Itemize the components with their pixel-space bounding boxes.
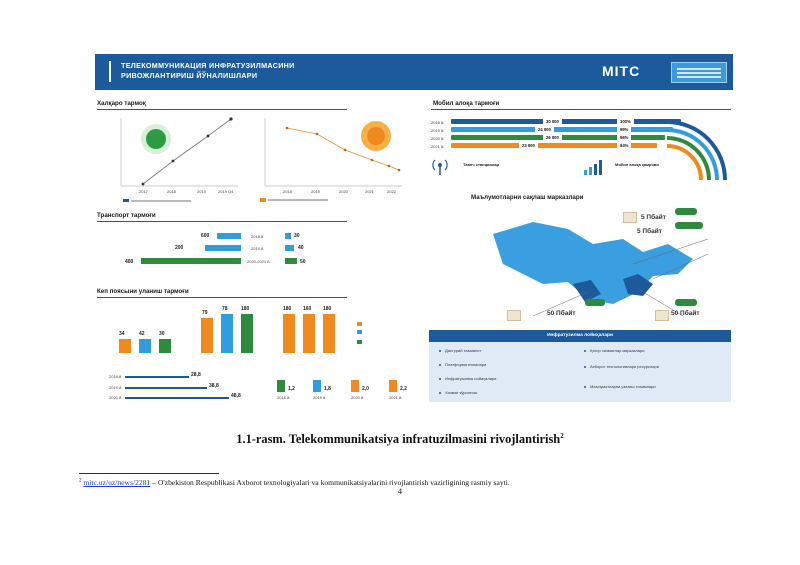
chart1-tick: 2019 xyxy=(197,189,206,194)
datacenter-tag xyxy=(585,299,605,306)
legend-swatch xyxy=(357,322,362,326)
section-transport-title: Транспорт тармоғи xyxy=(97,212,156,219)
section-infrastructure-title: Инфратузилма лойиҳалари xyxy=(429,330,731,342)
server-box-icon xyxy=(623,212,637,223)
progress-year: 2019 й. xyxy=(109,385,123,390)
device-icon xyxy=(351,380,359,392)
chart2-tick: 2022 xyxy=(387,189,396,194)
page-number: 4 xyxy=(398,487,402,496)
mitc-logo: MITC xyxy=(602,63,641,79)
mobile-percent: 100% xyxy=(617,119,634,124)
mobile-percent: 94% xyxy=(617,143,631,148)
banner xyxy=(95,54,733,90)
transport-value: 600 xyxy=(201,233,210,239)
transport-bar xyxy=(205,245,241,251)
progress-bar xyxy=(125,376,189,378)
lastmile-bar xyxy=(241,314,253,353)
caption-footnote-ref: 2 xyxy=(560,432,564,440)
banner-accent xyxy=(109,61,111,82)
mobile-year: 2021 й. xyxy=(431,144,445,149)
lastmile-value: 180 xyxy=(323,306,332,312)
datacenter-tag xyxy=(675,208,697,215)
datacenter-capacity: 50 Пбайт xyxy=(671,310,700,317)
transport-value: 50 xyxy=(300,259,306,265)
device-icon xyxy=(313,380,321,392)
logo-emblem-icon xyxy=(671,62,727,83)
chart2-tick: 2019 xyxy=(311,189,320,194)
device-year: 2020 й. xyxy=(351,395,365,400)
mobile-percent: 99% xyxy=(617,127,631,132)
server-box-icon xyxy=(655,310,669,321)
footnote-rule xyxy=(79,473,219,474)
device-year: 2018 й. xyxy=(277,395,291,400)
datacenter-capacity: 5 Пбайт xyxy=(637,228,662,235)
caption-text: 1.1-rasm. Telekommunikatsiya infratuzilmasini rivojlantirish xyxy=(236,432,561,447)
legend-swatch xyxy=(357,340,362,344)
datacenter-tag xyxy=(675,222,703,229)
device-value: 1,2 xyxy=(288,386,295,392)
chart2-tick: 2018 xyxy=(283,189,292,194)
transport-value: 40 xyxy=(298,245,304,251)
lastmile-bar xyxy=(201,318,213,353)
infra-item: Ахборот технологиялари ресурслари xyxy=(584,364,659,369)
infra-item: Қатор хизматлар марказлари xyxy=(584,348,644,353)
progress-value: 48,8 xyxy=(231,393,241,399)
chart2-tick: 2021 xyxy=(365,189,374,194)
lastmile-value: 180 xyxy=(283,306,292,312)
transport-year: 2018 й. xyxy=(251,234,265,239)
transport-bar xyxy=(285,233,291,239)
progress-year: 2020 й. xyxy=(109,395,123,400)
lastmile-bar xyxy=(221,314,233,353)
device-value: 2,2 xyxy=(400,386,407,392)
lastmile-bar xyxy=(323,314,335,353)
transport-year: 2020-2021 й. xyxy=(247,259,271,264)
datacenter-capacity: 5 Пбайт xyxy=(641,214,666,221)
datacenter-tag xyxy=(675,299,697,306)
lastmile-bar xyxy=(303,314,315,353)
device-value: 2,0 xyxy=(362,386,369,392)
coverage-arcs xyxy=(665,118,731,184)
mobile-bar xyxy=(451,119,681,124)
infrastructure-panel xyxy=(429,342,731,402)
infra-item: Инфратузилма лойиҳалари xyxy=(439,376,496,381)
lastmile-value: 79 xyxy=(202,310,208,316)
chart1-tick: 2017 xyxy=(139,189,148,194)
lastmile-bar xyxy=(159,339,171,353)
transport-bar xyxy=(141,258,241,264)
lastmile-bar xyxy=(119,339,131,353)
transport-bar xyxy=(285,245,294,251)
device-icon xyxy=(277,380,285,392)
mobile-bar xyxy=(451,127,673,132)
progress-bar xyxy=(125,397,229,399)
device-icon xyxy=(389,380,397,392)
mobile-value: 23 000 xyxy=(519,143,538,148)
lastmile-value: 42 xyxy=(139,331,145,337)
lastmile-value: 180 xyxy=(241,306,250,312)
progress-bar xyxy=(125,387,207,389)
mobile-year: 2019 й. xyxy=(431,128,445,133)
infographic xyxy=(95,54,733,402)
section-divider xyxy=(97,109,347,110)
footnote-link[interactable]: mitc.uz/uz/news/2281 xyxy=(83,478,151,487)
international-chart-right xyxy=(257,116,407,194)
section-divider xyxy=(97,221,347,222)
infra-item: Маълумотларни узатиш тизимлари xyxy=(584,384,656,389)
mobile-value: 26 000 xyxy=(543,135,562,140)
base-stations-label: Таянч станциялар xyxy=(463,162,500,167)
legend-text-placeholder xyxy=(268,199,328,201)
datacenter-capacity: 50 Пбайт xyxy=(547,310,576,317)
infra-item: Хизмат кўрсатиш xyxy=(439,390,477,395)
footnote xyxy=(79,478,510,487)
lastmile-value: 34 xyxy=(119,331,125,337)
transport-bar xyxy=(217,233,241,239)
transport-year: 2019 й. xyxy=(251,246,265,251)
legend-text-placeholder xyxy=(131,200,191,202)
section-divider xyxy=(431,109,731,110)
chart2-tick: 2020 xyxy=(339,189,348,194)
device-value: 1,8 xyxy=(324,386,331,392)
banner-title: ТЕЛЕКОММУНИКАЦИЯ ИНФРАТУЗИЛМАСИНИ РИВОЖЛАНТИРИШ ЙЎНАЛИШЛАРИ xyxy=(121,61,295,80)
transport-bar xyxy=(285,258,297,264)
server-box-icon xyxy=(507,310,521,321)
section-last-mile-title: Кеп поясыни уланиш тармоғи xyxy=(97,288,189,295)
lastmile-value: 78 xyxy=(222,306,228,312)
lastmile-bar xyxy=(139,339,151,353)
infra-item: Платформа ечимлари xyxy=(439,362,486,367)
antenna-icon xyxy=(431,158,449,176)
section-divider xyxy=(97,297,347,298)
transport-value: 400 xyxy=(125,259,134,265)
signal-bars-icon xyxy=(583,158,605,176)
legend-swatch xyxy=(260,198,266,202)
figure-caption xyxy=(0,432,800,447)
progress-value: 28,8 xyxy=(191,372,201,378)
mobile-year: 2020 й. xyxy=(431,136,445,141)
chart1-tick: 2019 Q4 xyxy=(218,189,234,194)
section-mobile-title: Мобил алоқа тармоғи xyxy=(433,100,500,107)
chart1-tick: 2018 xyxy=(167,189,176,194)
device-year: 2021 й. xyxy=(389,395,403,400)
section-international-title: Халқаро тармоқ xyxy=(97,100,146,107)
transport-value: 30 xyxy=(294,233,300,239)
progress-year: 2018 й. xyxy=(109,374,123,379)
lastmile-value: 160 xyxy=(303,306,312,312)
infra-item: Дастурий таъминот xyxy=(439,348,481,353)
legend-swatch xyxy=(123,199,129,202)
international-chart-left xyxy=(113,116,243,194)
lastmile-bar xyxy=(283,314,295,353)
device-year: 2019 й. xyxy=(313,395,327,400)
mobile-year: 2018 й. xyxy=(431,120,445,125)
footnote-text: – O'zbekiston Respublikasi Axborot texnologiyalari va kommunikatsiyalarini rivojlantirish vazirligining rasmiy sayti. xyxy=(150,478,510,487)
transport-value: 200 xyxy=(175,245,184,251)
progress-value: 38,8 xyxy=(209,383,219,389)
footnote-marker: 2 xyxy=(79,478,82,484)
mobile-value: 24 000 xyxy=(535,127,554,132)
coverage-label: Мобил алоқа қамрови xyxy=(615,162,659,167)
mobile-percent: 96% xyxy=(617,135,631,140)
legend-swatch xyxy=(357,330,362,334)
section-datacenters-title: Маълумотларни сақлаш марказлари xyxy=(471,194,584,201)
lastmile-value: 30 xyxy=(159,331,165,337)
mobile-value: 30 000 xyxy=(543,119,562,124)
